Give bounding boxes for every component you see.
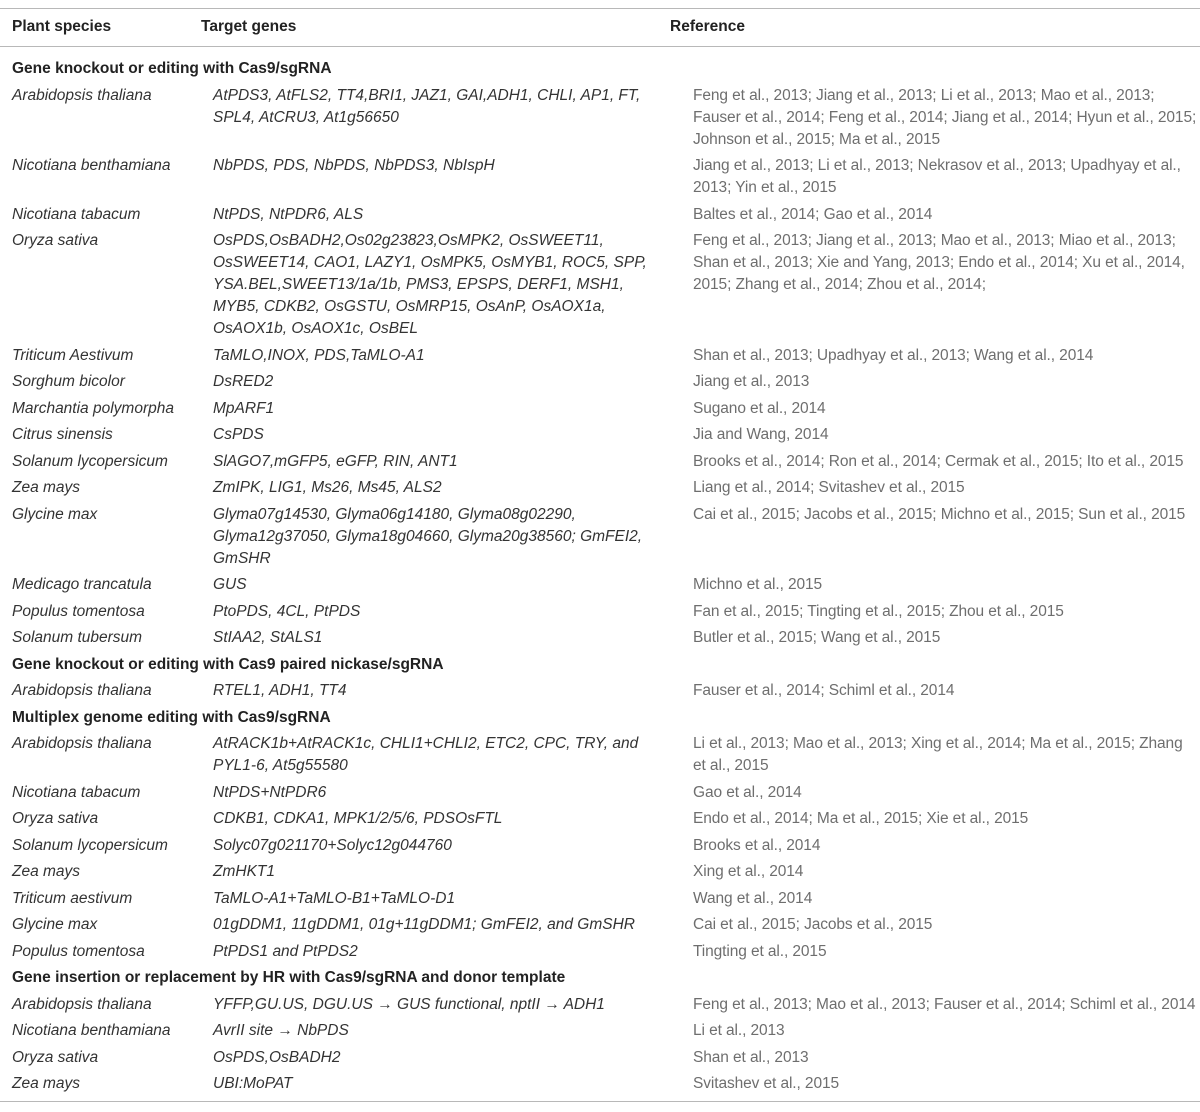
- genes-cell-line: OsAOX1b, OsAOX1c, OsBEL: [213, 320, 419, 337]
- genes-cell: [201, 449, 681, 476]
- reference-cell: [681, 422, 1198, 449]
- genes-cell: [201, 502, 681, 573]
- reference-cell-line: Li et al., 2013: [693, 1022, 785, 1039]
- table-row: [0, 343, 1200, 370]
- table-row: [0, 475, 1200, 502]
- table-row: [0, 731, 1200, 780]
- genes-cell-line: MYB5, CDKB2, OsGSTU, OsMRP15, OsAnP, OsAOX1a,: [213, 298, 606, 315]
- table-row: [0, 422, 1200, 449]
- reference-cell: [681, 202, 1198, 229]
- reference-cell-line: Butler et al., 2015; Wang et al., 2015: [693, 629, 941, 646]
- reference-cell-line: Shan et al., 2013: [693, 1048, 809, 1066]
- table-row: [0, 859, 1200, 886]
- genes-cell-line: 01gDDM1, 11gDDM1, 01g+11gDDM1; GmFEI2, and GmSHR: [213, 916, 635, 933]
- species-cell: Arabidopsis thaliana: [12, 86, 152, 104]
- table-row: [0, 1045, 1200, 1072]
- reference-cell: [681, 678, 1198, 705]
- genes-cell-line: AtPDS3, AtFLS2, TT4,BRI1, JAZ1, GAI,ADH1, CHLI, AP1, FT,: [213, 86, 641, 104]
- species-cell: Nicotiana tabacum: [12, 783, 141, 801]
- species-cell: Nicotiana tabacum: [12, 205, 141, 223]
- genes-cell-line: TaMLO,INOX, PDS,TaMLO-A1: [213, 346, 425, 364]
- genes-cell: [201, 833, 681, 860]
- table-row: [0, 572, 1200, 599]
- reference-cell: [681, 369, 1198, 396]
- species-cell: Solanum lycopersicum: [12, 452, 168, 470]
- genes-cell: [201, 83, 681, 154]
- table-row: [0, 369, 1200, 396]
- header-reference: Reference: [670, 18, 745, 35]
- genes-cell: [201, 343, 681, 370]
- genes-cell-line: PYL1-6, At5g55580: [213, 757, 348, 774]
- reference-cell-line: Xing et al., 2014: [693, 863, 804, 880]
- reference-cell-line: Feng et al., 2013; Jiang et al., 2013; Mao et al., 2013; Miao et al., 2013;: [693, 232, 1176, 249]
- section-heading: Multiplex genome editing with Cas9/sgRNA: [12, 708, 331, 726]
- reference-cell: [681, 833, 1198, 860]
- genes-cell-line: Glyma07g14530, Glyma06g14180, Glyma08g02290,: [213, 505, 576, 523]
- genes-cell: [201, 678, 681, 705]
- reference-cell: [681, 449, 1198, 476]
- species-cell: Solanum lycopersicum: [12, 836, 168, 854]
- genes-cell-line: NbPDS, PDS, NbPDS, NbPDS3, NbIspH: [213, 157, 495, 174]
- species-cell: Oryza sativa: [12, 810, 99, 827]
- section-heading: Gene insertion or replacement by HR with Cas9/sgRNA and donor template: [12, 969, 566, 986]
- genes-cell-line: RTEL1, ADH1, TT4: [213, 682, 347, 699]
- genes-cell-line: Solyc07g021170+Solyc12g044760: [213, 836, 452, 854]
- reference-cell-line: Cai et al., 2015; Jacobs et al., 2015; Michno et al., 2015; Sun et al., 2015: [693, 505, 1186, 523]
- reference-cell-line: Shan et al., 2013; Xie and Yang, 2013; Endo et al., 2014; Xu et al., 2014,: [693, 254, 1185, 271]
- species-cell: Oryza sativa: [12, 1048, 99, 1066]
- genes-cell-line: YSA.BEL,SWEET13/1a/1b, PMS3, EPSPS, DERF1, MSH1,: [213, 276, 624, 293]
- table-row: [0, 83, 1200, 154]
- reference-cell: [681, 572, 1198, 599]
- species-cell: Triticum Aestivum: [12, 346, 134, 364]
- reference-cell: [681, 153, 1198, 202]
- table-row: [0, 502, 1200, 573]
- species-cell: Solanum tubersum: [12, 629, 143, 646]
- reference-cell-line: Cai et al., 2015; Jacobs et al., 2015: [693, 916, 933, 933]
- genes-cell-line: ZmHKT1: [213, 863, 275, 880]
- reference-cell-line: Michno et al., 2015: [693, 576, 823, 593]
- reference-cell-line: Li et al., 2013; Mao et al., 2013; Xing et al., 2014; Ma et al., 2015; Zhang: [693, 735, 1183, 752]
- genes-cell-line: GmSHR: [213, 549, 271, 567]
- reference-cell: [681, 625, 1198, 652]
- section-heading: Gene knockout or editing with Cas9/sgRNA: [12, 60, 332, 77]
- genes-cell: [201, 1018, 681, 1045]
- genes-cell-line: SPL4, AtCRU3, At1g56650: [213, 108, 399, 126]
- species-cell: Citrus sinensis: [12, 426, 113, 443]
- reference-cell: [681, 886, 1198, 913]
- table-row: [0, 599, 1200, 626]
- reference-cell-line: Liang et al., 2014; Svitashev et al., 2015: [693, 479, 965, 496]
- genes-cell: [201, 475, 681, 502]
- species-cell: Nicotiana benthamiana: [12, 1022, 171, 1039]
- genes-cell: [201, 572, 681, 599]
- species-cell: Triticum aestivum: [12, 889, 133, 907]
- genes-cell-line: CsPDS: [213, 426, 264, 443]
- bottom-rule: [0, 1101, 1200, 1102]
- genes-cell: [201, 992, 681, 1019]
- genes-cell: [201, 886, 681, 913]
- table-row: [0, 992, 1200, 1019]
- reference-cell: [681, 806, 1198, 833]
- table-row: [0, 228, 1200, 343]
- reference-cell-line: Brooks et al., 2014; Ron et al., 2014; Cermak et al., 2015; Ito et al., 2015: [693, 452, 1184, 470]
- reference-cell-line: et al., 2015: [693, 757, 769, 774]
- reference-cell: [681, 599, 1198, 626]
- table-row: [0, 833, 1200, 860]
- top-rule: [0, 8, 1200, 9]
- genes-cell-line: PtoPDS, 4CL, PtPDS: [213, 602, 361, 620]
- table-row: [0, 153, 1200, 202]
- table-row: [0, 625, 1200, 652]
- species-cell: Zea mays: [12, 863, 81, 880]
- reference-cell-line: Fauser et al., 2014; Feng et al., 2014; Jiang et al., 2014; Hyun et al., 2015;: [693, 108, 1197, 126]
- table-body: [0, 56, 1200, 1098]
- table-row: [0, 202, 1200, 229]
- header-rule: [0, 46, 1200, 47]
- species-cell: Populus tomentosa: [12, 942, 145, 960]
- reference-cell: [681, 1045, 1198, 1072]
- reference-cell-line: Tingting et al., 2015: [693, 942, 827, 960]
- reference-cell-line: Jia and Wang, 2014: [693, 426, 829, 443]
- section-heading: Gene knockout or editing with Cas9 paired nickase/sgRNA: [12, 655, 444, 673]
- genes-cell: [201, 422, 681, 449]
- species-cell: Medicago trancatula: [12, 576, 152, 593]
- species-cell: Zea mays: [12, 479, 81, 496]
- reference-cell: [681, 228, 1198, 343]
- genes-cell-line: OsPDS,OsBADH2: [213, 1048, 341, 1066]
- reference-cell-line: Wang et al., 2014: [693, 889, 813, 907]
- reference-cell: [681, 396, 1198, 423]
- genes-cell-line: TaMLO-A1+TaMLO-B1+TaMLO-D1: [213, 889, 456, 907]
- genes-cell: [201, 599, 681, 626]
- reference-cell: [681, 992, 1198, 1019]
- reference-cell-line: Brooks et al., 2014: [693, 836, 821, 854]
- reference-cell: [681, 912, 1198, 939]
- genes-cell: [201, 859, 681, 886]
- species-cell: Populus tomentosa: [12, 602, 145, 620]
- genes-cell-line: SlAGO7,mGFP5, eGFP, RIN, ANT1: [213, 452, 458, 470]
- genes-cell-line: CDKB1, CDKA1, MPK1/2/5/6, PDSOsFTL: [213, 810, 503, 827]
- genes-cell: [201, 1071, 681, 1098]
- genes-cell: [201, 396, 681, 423]
- genes-cell-line: ZmIPK, LIG1, Ms26, Ms45, ALS2: [213, 479, 442, 496]
- species-cell: Arabidopsis thaliana: [12, 682, 152, 699]
- reference-cell-line: Fauser et al., 2014; Schiml et al., 2014: [693, 682, 955, 699]
- genes-cell: [201, 153, 681, 202]
- table-row: [0, 396, 1200, 423]
- genes-cell: [201, 228, 681, 343]
- reference-cell-line: Feng et al., 2013; Mao et al., 2013; Fauser et al., 2014; Schiml et al., 2014: [693, 995, 1196, 1013]
- table-row: [0, 780, 1200, 807]
- genes-cell-line: YFFP,GU.US, DGU.US → GUS functional, nptII → ADH1: [213, 995, 605, 1013]
- reference-cell-line: Svitashev et al., 2015: [693, 1075, 840, 1092]
- genes-cell: [201, 806, 681, 833]
- reference-cell: [681, 475, 1198, 502]
- genes-cell: [201, 912, 681, 939]
- reference-cell: [681, 859, 1198, 886]
- table-row: [0, 806, 1200, 833]
- table-row: [0, 886, 1200, 913]
- genes-cell: [201, 625, 681, 652]
- genes-cell: [201, 202, 681, 229]
- genes-cell-line: OsPDS,OsBADH2,Os02g23823,OsMPK2, OsSWEET11,: [213, 232, 604, 249]
- genes-cell-line: AtRACK1b+AtRACK1c, CHLI1+CHLI2, ETC2, CPC, TRY, and: [213, 735, 639, 752]
- species-cell: Arabidopsis thaliana: [12, 735, 152, 752]
- reference-cell: [681, 1071, 1198, 1098]
- genes-cell: [201, 731, 681, 780]
- genes-cell: [201, 939, 681, 966]
- species-cell: Oryza sativa: [12, 232, 99, 249]
- reference-cell-line: Gao et al., 2014: [693, 783, 802, 801]
- genes-cell-line: StIAA2, StALS1: [213, 629, 323, 646]
- species-cell: Arabidopsis thaliana: [12, 995, 152, 1013]
- table-row: [0, 1018, 1200, 1045]
- genes-cell-line: PtPDS1 and PtPDS2: [213, 942, 358, 960]
- genes-cell: [201, 1045, 681, 1072]
- genes-cell: [201, 780, 681, 807]
- genes-cell-line: NtPDS, NtPDR6, ALS: [213, 205, 364, 223]
- reference-cell: [681, 939, 1198, 966]
- table-row: [0, 1071, 1200, 1098]
- species-cell: Marchantia polymorpha: [12, 399, 174, 417]
- reference-cell-line: Baltes et al., 2014; Gao et al., 2014: [693, 205, 933, 223]
- table-row: [0, 678, 1200, 705]
- reference-cell-line: Jiang et al., 2013; Li et al., 2013; Nekrasov et al., 2013; Upadhyay et al.,: [693, 157, 1181, 174]
- reference-cell-line: Endo et al., 2014; Ma et al., 2015; Xie et al., 2015: [693, 810, 1029, 827]
- species-cell: Zea mays: [12, 1075, 81, 1092]
- species-cell: Glycine max: [12, 916, 98, 933]
- reference-cell: [681, 780, 1198, 807]
- species-cell: Glycine max: [12, 505, 98, 523]
- reference-cell-line: Shan et al., 2013; Upadhyay et al., 2013; Wang et al., 2014: [693, 346, 1094, 364]
- genes-cell-line: OsSWEET14, CAO1, LAZY1, OsMPK5, OsMYB1, ROC5, SPP,: [213, 254, 647, 271]
- genes-cell-line: MpARF1: [213, 399, 275, 417]
- species-cell: Nicotiana benthamiana: [12, 157, 171, 174]
- genes-cell: [201, 369, 681, 396]
- genes-cell-line: Glyma12g37050, Glyma18g04660, Glyma20g38560; GmFEI2,: [213, 527, 643, 545]
- reference-cell: [681, 83, 1198, 154]
- reference-cell-line: Johnson et al., 2015; Ma et al., 2015: [693, 130, 941, 148]
- genes-cell-line: DsRED2: [213, 373, 274, 390]
- reference-cell-line: Fan et al., 2015; Tingting et al., 2015; Zhou et al., 2015: [693, 602, 1064, 620]
- genes-cell-line: GUS: [213, 576, 247, 593]
- table-row: [0, 939, 1200, 966]
- reference-cell-line: Jiang et al., 2013: [693, 373, 810, 390]
- table-row: [0, 912, 1200, 939]
- genes-cell-line: AvrII site → NbPDS: [213, 1022, 349, 1039]
- header-plant-species: Plant species: [12, 18, 112, 35]
- reference-cell-line: 2015; Zhang et al., 2014; Zhou et al., 2014;: [693, 276, 986, 293]
- reference-cell: [681, 343, 1198, 370]
- reference-cell: [681, 1018, 1198, 1045]
- reference-cell-line: Feng et al., 2013; Jiang et al., 2013; Li et al., 2013; Mao et al., 2013;: [693, 86, 1155, 104]
- reference-cell: [681, 731, 1198, 780]
- header-target-genes: Target genes: [201, 18, 297, 35]
- reference-cell-line: 2013; Yin et al., 2015: [693, 179, 837, 196]
- table-row: [0, 449, 1200, 476]
- reference-cell: [681, 502, 1198, 573]
- genes-cell-line: NtPDS+NtPDR6: [213, 783, 327, 801]
- genes-cell-line: UBI:MoPAT: [213, 1075, 293, 1092]
- reference-cell-line: Sugano et al., 2014: [693, 399, 826, 417]
- species-cell: Sorghum bicolor: [12, 373, 125, 390]
